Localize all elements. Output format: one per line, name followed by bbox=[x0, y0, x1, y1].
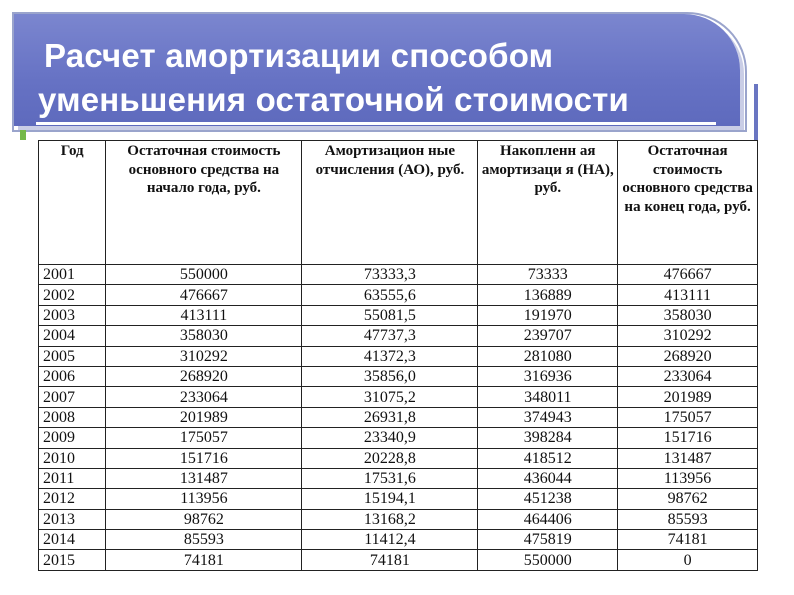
cell-accumulated: 239707 bbox=[478, 326, 618, 346]
table-row bbox=[39, 285, 758, 305]
table-row bbox=[39, 265, 758, 285]
table-row bbox=[39, 468, 758, 488]
cell-depreciation: 31075,2 bbox=[302, 387, 478, 407]
table-row bbox=[39, 448, 758, 468]
table-row bbox=[39, 305, 758, 325]
cell-year: 2015 bbox=[39, 550, 106, 570]
table-row bbox=[39, 407, 758, 427]
table-row bbox=[39, 509, 758, 529]
cell-end-value: 131487 bbox=[618, 448, 758, 468]
slide-title bbox=[38, 34, 734, 122]
table-row bbox=[39, 326, 758, 346]
cell-depreciation: 11412,4 bbox=[302, 530, 478, 550]
cell-end-value: 113956 bbox=[618, 468, 758, 488]
cell-accumulated: 464406 bbox=[478, 509, 618, 529]
title-underline bbox=[36, 122, 716, 125]
cell-year: 2001 bbox=[39, 265, 106, 285]
frame-accent-bar bbox=[754, 84, 758, 140]
cell-start-value: 233064 bbox=[106, 387, 302, 407]
cell-start-value: 413111 bbox=[106, 305, 302, 325]
header-start-value: Остаточная стоимость основного средства на начало года, руб. bbox=[106, 141, 302, 265]
cell-accumulated: 191970 bbox=[478, 305, 618, 325]
table-row bbox=[39, 489, 758, 509]
cell-year: 2003 bbox=[39, 305, 106, 325]
depreciation-table-container bbox=[38, 140, 758, 580]
cell-start-value: 113956 bbox=[106, 489, 302, 509]
title-line-2: уменьшения остаточной стоимости bbox=[38, 81, 629, 118]
header-accumulated: Накопленн ая амортизаци я (НА), руб. bbox=[478, 141, 618, 265]
cell-depreciation: 73333,3 bbox=[302, 265, 478, 285]
cell-start-value: 74181 bbox=[106, 550, 302, 570]
cell-accumulated: 398284 bbox=[478, 428, 618, 448]
cell-depreciation: 15194,1 bbox=[302, 489, 478, 509]
cell-start-value: 175057 bbox=[106, 428, 302, 448]
cell-accumulated: 374943 bbox=[478, 407, 618, 427]
cell-accumulated: 550000 bbox=[478, 550, 618, 570]
table-row bbox=[39, 530, 758, 550]
cell-depreciation: 55081,5 bbox=[302, 305, 478, 325]
depreciation-table bbox=[38, 140, 758, 571]
cell-year: 2008 bbox=[39, 407, 106, 427]
cell-end-value: 268920 bbox=[618, 346, 758, 366]
header-year: Год bbox=[39, 141, 106, 265]
cell-start-value: 268920 bbox=[106, 366, 302, 386]
cell-start-value: 358030 bbox=[106, 326, 302, 346]
cell-year: 2006 bbox=[39, 366, 106, 386]
cell-start-value: 151716 bbox=[106, 448, 302, 468]
cell-start-value: 201989 bbox=[106, 407, 302, 427]
cell-year: 2010 bbox=[39, 448, 106, 468]
cell-end-value: 358030 bbox=[618, 305, 758, 325]
cell-year: 2012 bbox=[39, 489, 106, 509]
cell-end-value: 201989 bbox=[618, 387, 758, 407]
cell-depreciation: 23340,9 bbox=[302, 428, 478, 448]
cell-depreciation: 20228,8 bbox=[302, 448, 478, 468]
cell-year: 2002 bbox=[39, 285, 106, 305]
cell-start-value: 550000 bbox=[106, 265, 302, 285]
cell-end-value: 476667 bbox=[618, 265, 758, 285]
cell-year: 2005 bbox=[39, 346, 106, 366]
cell-depreciation: 47737,3 bbox=[302, 326, 478, 346]
cell-year: 2013 bbox=[39, 509, 106, 529]
cell-depreciation: 41372,3 bbox=[302, 346, 478, 366]
cell-end-value: 413111 bbox=[618, 285, 758, 305]
cell-end-value: 0 bbox=[618, 550, 758, 570]
header-end-value: Остаточная стоимость основного средства на конец года, руб. bbox=[618, 141, 758, 265]
cell-accumulated: 418512 bbox=[478, 448, 618, 468]
cell-depreciation: 74181 bbox=[302, 550, 478, 570]
cell-accumulated: 436044 bbox=[478, 468, 618, 488]
cell-accumulated: 316936 bbox=[478, 366, 618, 386]
cell-end-value: 85593 bbox=[618, 509, 758, 529]
cell-depreciation: 13168,2 bbox=[302, 509, 478, 529]
cell-end-value: 74181 bbox=[618, 530, 758, 550]
cell-accumulated: 136889 bbox=[478, 285, 618, 305]
table-row bbox=[39, 428, 758, 448]
cell-year: 2014 bbox=[39, 530, 106, 550]
cell-year: 2009 bbox=[39, 428, 106, 448]
table-body bbox=[39, 265, 758, 571]
cell-accumulated: 348011 bbox=[478, 387, 618, 407]
cell-end-value: 98762 bbox=[618, 489, 758, 509]
table-row bbox=[39, 550, 758, 570]
cell-accumulated: 475819 bbox=[478, 530, 618, 550]
cell-end-value: 233064 bbox=[618, 366, 758, 386]
cell-depreciation: 17531,6 bbox=[302, 468, 478, 488]
cell-start-value: 310292 bbox=[106, 346, 302, 366]
cell-year: 2011 bbox=[39, 468, 106, 488]
cell-year: 2004 bbox=[39, 326, 106, 346]
header-depreciation: Амортизацион ные отчисления (АО), руб. bbox=[302, 141, 478, 265]
table-header-row bbox=[39, 141, 758, 265]
cell-depreciation: 26931,8 bbox=[302, 407, 478, 427]
cell-end-value: 151716 bbox=[618, 428, 758, 448]
cell-end-value: 175057 bbox=[618, 407, 758, 427]
cell-accumulated: 281080 bbox=[478, 346, 618, 366]
cell-start-value: 85593 bbox=[106, 530, 302, 550]
table-row bbox=[39, 387, 758, 407]
cell-year: 2007 bbox=[39, 387, 106, 407]
title-banner bbox=[14, 14, 740, 126]
cell-accumulated: 451238 bbox=[478, 489, 618, 509]
cell-start-value: 98762 bbox=[106, 509, 302, 529]
cell-end-value: 310292 bbox=[618, 326, 758, 346]
table-row bbox=[39, 366, 758, 386]
cell-accumulated: 73333 bbox=[478, 265, 618, 285]
title-line-1: Расчет амортизации способом bbox=[44, 37, 554, 74]
cell-depreciation: 35856,0 bbox=[302, 366, 478, 386]
cell-depreciation: 63555,6 bbox=[302, 285, 478, 305]
cell-start-value: 131487 bbox=[106, 468, 302, 488]
cell-start-value: 476667 bbox=[106, 285, 302, 305]
table-row bbox=[39, 346, 758, 366]
